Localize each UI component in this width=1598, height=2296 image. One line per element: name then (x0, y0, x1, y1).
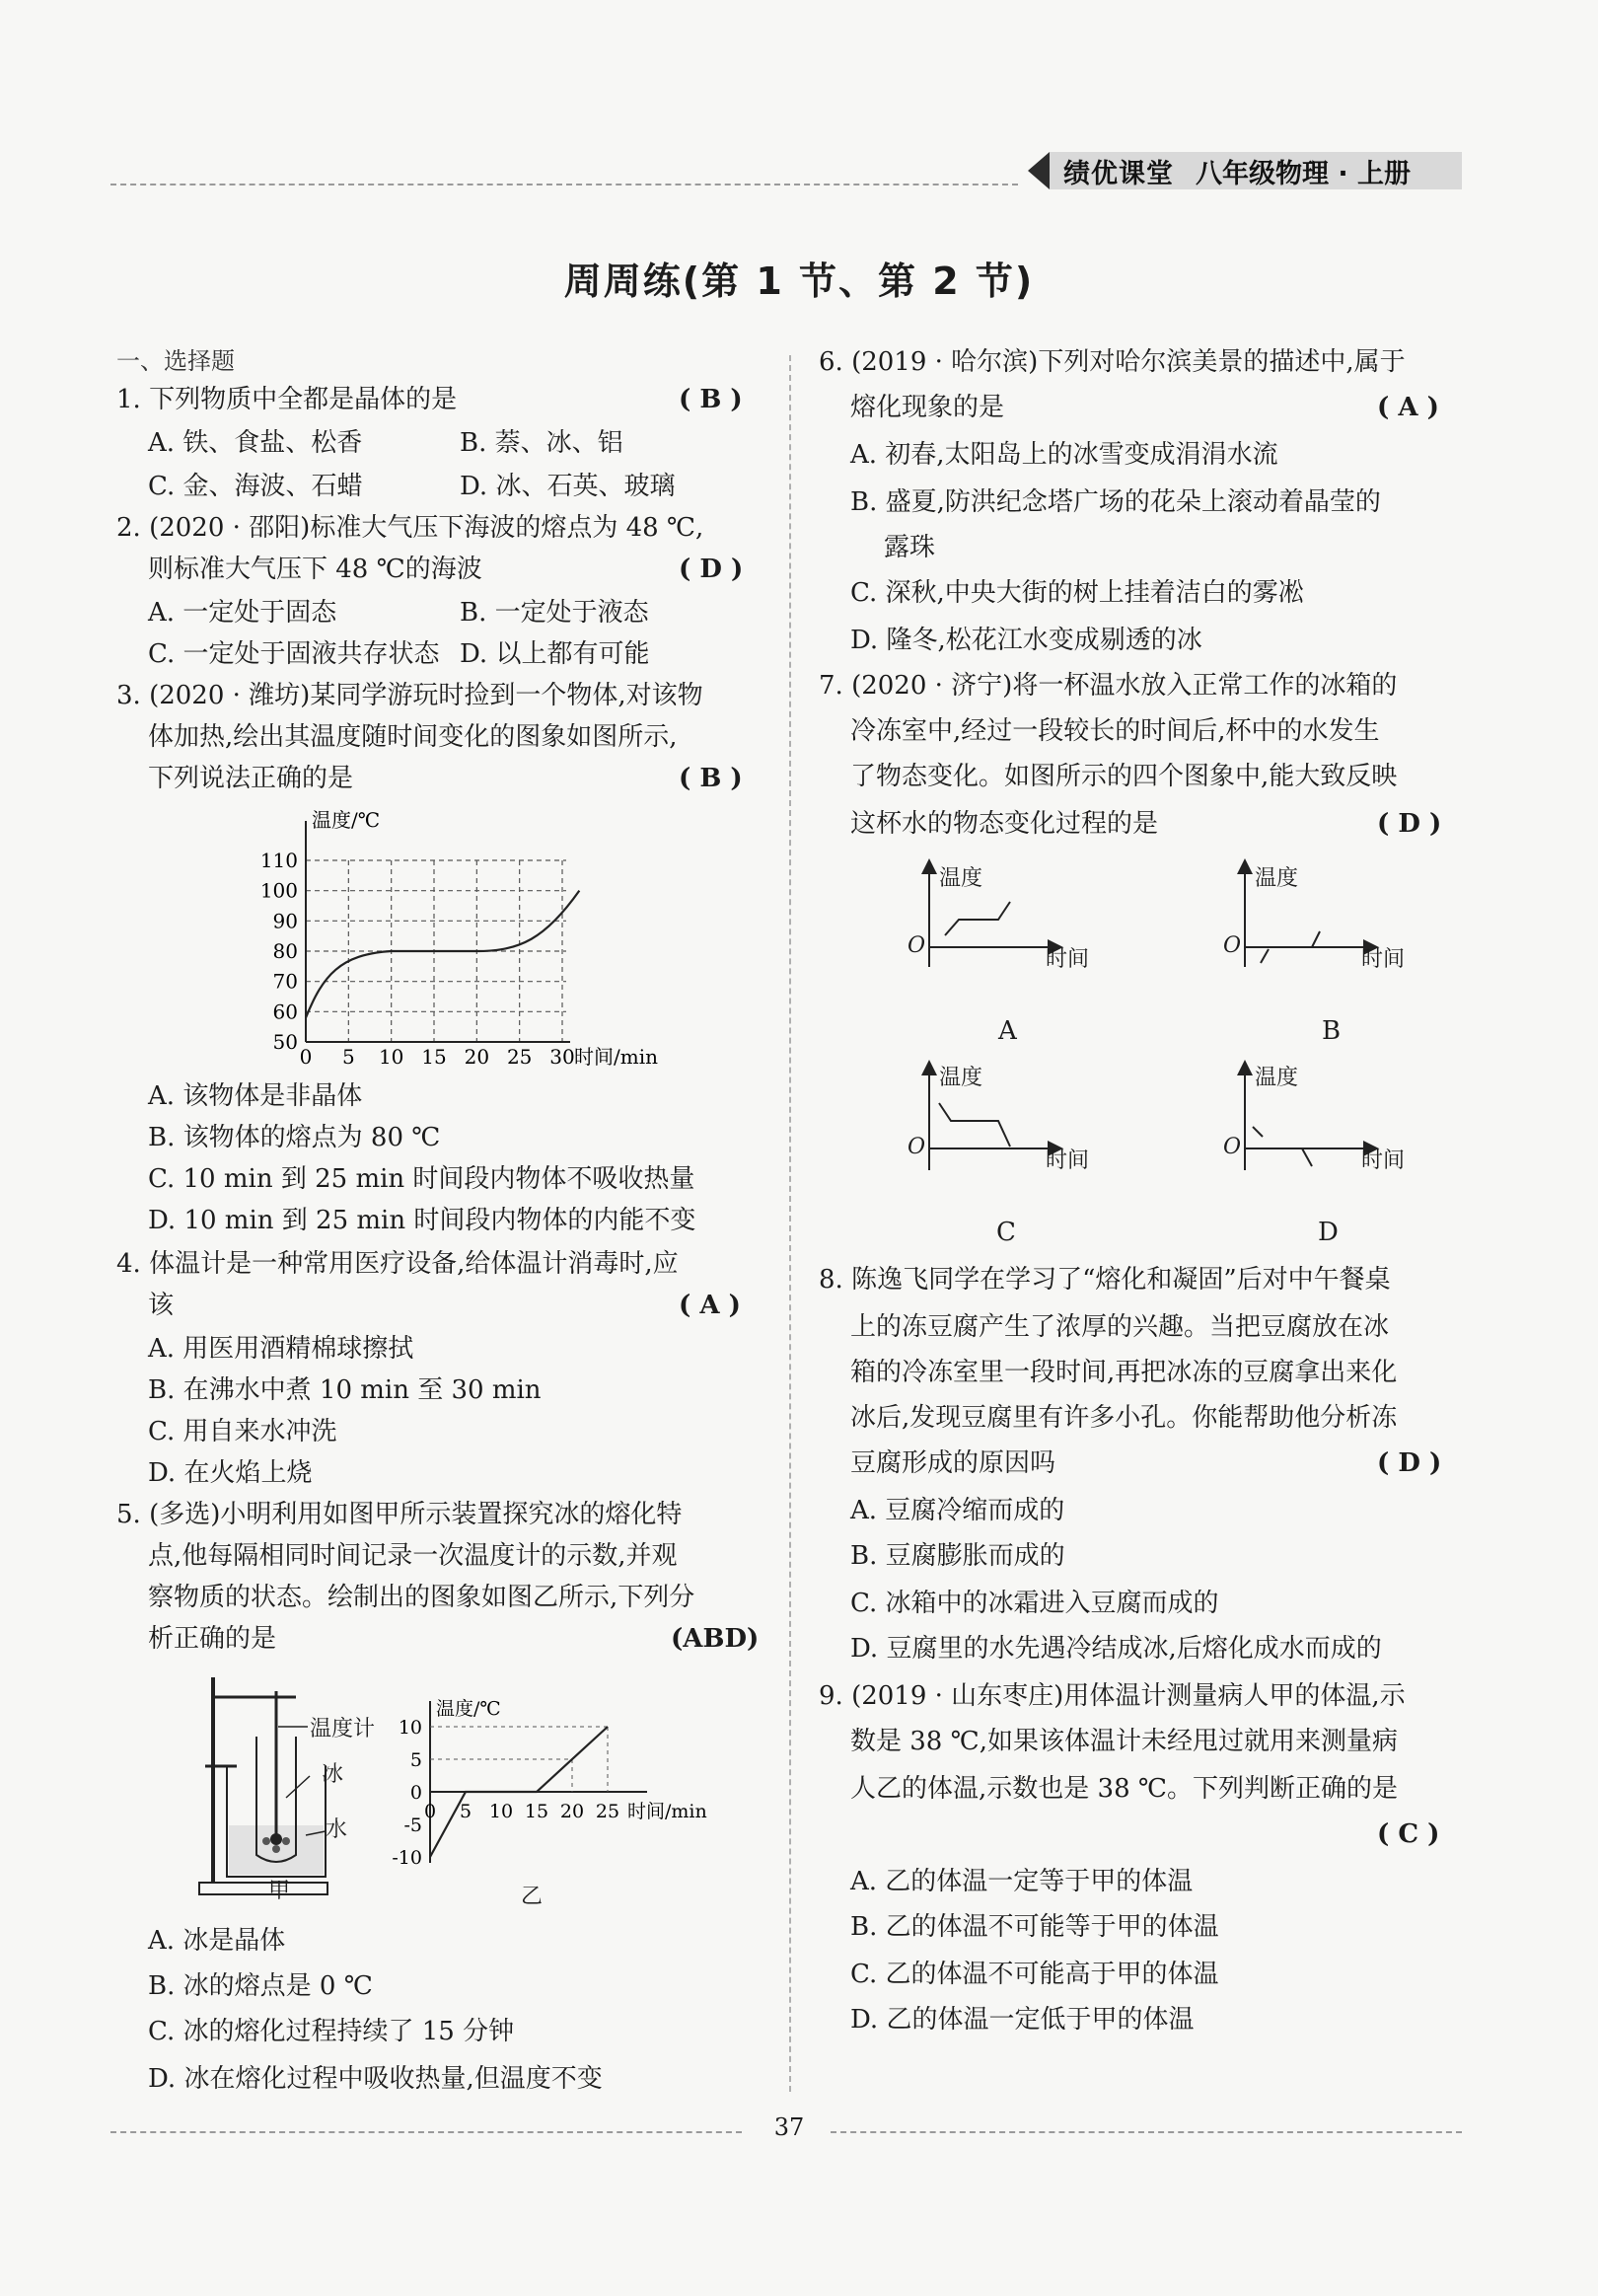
q7-a-caption: A (998, 1016, 1017, 1046)
q6-stem-1: 6. (2019 · 哈尔滨)下列对哈尔滨美景的描述中,属于 (819, 347, 1406, 377)
header-badge (1028, 152, 1462, 189)
q3-x-tick-label: 25 (506, 1045, 533, 1069)
q6-answer: ( A ) (1377, 393, 1439, 422)
q2-option-a: A. 一定处于固态 (148, 598, 337, 628)
q5-option-b: B. 冰的熔点是 0 ℃ (148, 1971, 373, 2001)
q8-stem-1: 8. 陈逸飞同学在学习了“熔化和凝固”后对中午餐桌 (819, 1265, 1391, 1295)
q7-stem-2: 冷冻室中,经过一段较长的时间后,杯中的水发生 (850, 716, 1380, 746)
q3-y-tick-label: 110 (259, 849, 298, 872)
q3-answer: ( B ) (679, 764, 743, 793)
q9-stem-2: 数是 38 ℃,如果该体温计未经甩过就用来测量病 (850, 1727, 1398, 1756)
q5-x-tick-label: 15 (524, 1801, 549, 1822)
q8-option-b: B. 豆腐膨胀而成的 (850, 1541, 1065, 1571)
water-label: 水 (326, 1817, 348, 1842)
q9-option-a: A. 乙的体温一定等于甲的体温 (850, 1867, 1194, 1896)
q7-d-origin: O (1223, 1135, 1242, 1159)
q3-y-tick-label: 100 (259, 878, 298, 903)
q3-y-tick-label: 70 (272, 969, 298, 994)
column-divider (789, 355, 791, 2092)
q5-option-c: C. 冰的熔化过程持续了 15 分钟 (148, 2017, 515, 2046)
header-rule (110, 184, 1018, 185)
q5-option-d: D. 冰在熔化过程中吸收热量,但温度不变 (148, 2064, 603, 2094)
q3-series-line (306, 891, 579, 1018)
figure-yi-label: 乙 (521, 1885, 544, 1909)
q8-option-d: D. 豆腐里的水先遇冷结成冰,后熔化成水而成的 (850, 1634, 1382, 1664)
q3-x-tick-label: 15 (421, 1045, 447, 1069)
q3-y-tick-label: 50 (272, 1030, 298, 1054)
q1-stem: 1. 下列物质中全都是晶体的是 (116, 385, 458, 414)
q3-stem-1: 3. (2020 · 潍坊)某同学游玩时捡到一个物体,对该物 (116, 681, 703, 710)
q7-c-caption: C (996, 1218, 1016, 1247)
q7-c-origin: O (908, 1135, 926, 1159)
q3-x-tick-label: 30 (549, 1045, 575, 1069)
arrow-icon (1028, 152, 1050, 189)
q5-answer: (ABD) (671, 1624, 760, 1654)
footer-rule-right (831, 2131, 1462, 2133)
q4-answer: ( A ) (679, 1291, 741, 1320)
q5-x-tick-label: 25 (595, 1801, 620, 1822)
q3-option-a: A. 该物体是非晶体 (148, 1081, 363, 1111)
q6-option-b-2: 露珠 (884, 533, 936, 562)
q7-b-temp-label: 温度 (1255, 866, 1299, 891)
section-heading: 一、选择题 (116, 347, 235, 375)
q7-answer: ( D ) (1377, 809, 1442, 839)
q5-y-tick-label: 5 (409, 1749, 422, 1771)
q5-x-tick-label: 20 (559, 1801, 585, 1822)
q5-stem-2: 点,他每隔相同时间记录一次温度计的示数,并观 (148, 1541, 678, 1571)
brand-name: 绩优课堂 (1063, 158, 1174, 189)
q5-chart (383, 1697, 718, 1894)
q7-d-time-label: 时间 (1361, 1148, 1406, 1173)
q7-c-time-label: 时间 (1046, 1148, 1090, 1173)
book-title: 八年级物理 · 上册 (1196, 158, 1412, 189)
q7-a-origin: O (908, 933, 926, 958)
q7-stem-1: 7. (2020 · 济宁)将一杯温水放入正常工作的冰箱的 (819, 671, 1398, 701)
q5-stem-4: 析正确的是 (148, 1624, 277, 1654)
q3-x-axis-title: 时间/min (574, 1045, 658, 1069)
stand-base (199, 1883, 327, 1894)
q6-option-a: A. 初春,太阳岛上的冰雪变成涓涓水流 (850, 440, 1278, 470)
q2-answer: ( D ) (679, 555, 744, 584)
q8-option-c: C. 冰箱中的冰霜进入豆腐而成的 (850, 1589, 1219, 1618)
header-bar (1050, 152, 1462, 189)
q7-stem-3: 了物态变化。如图所示的四个图象中,能大致反映 (850, 762, 1398, 791)
q8-option-a: A. 豆腐冷缩而成的 (850, 1496, 1065, 1525)
q2-stem-2: 则标准大气压下 48 ℃的海波 (148, 555, 482, 584)
q9-option-d: D. 乙的体温一定低于甲的体温 (850, 2005, 1195, 2035)
q5-y-tick-label: -5 (403, 1815, 422, 1836)
q1-option-b: B. 萘、冰、铝 (460, 428, 623, 458)
q2-option-b: B. 一定处于液态 (460, 598, 649, 628)
q3-y-tick-label: 90 (272, 909, 298, 933)
q2-option-c: C. 一定处于固液共存状态 (148, 639, 440, 669)
q4-stem-1: 4. 体温计是一种常用医疗设备,给体温计消毒时,应 (116, 1249, 679, 1279)
page-title: 周周练(第 1 节、第 2 节) (563, 259, 1035, 303)
q4-option-b: B. 在沸水中煮 10 min 至 30 min (148, 1375, 542, 1405)
q8-stem-5: 豆腐形成的原因吗 (850, 1448, 1056, 1478)
q7-b-caption: B (1322, 1016, 1342, 1046)
q7-b-time-label: 时间 (1361, 947, 1406, 972)
q8-stem-3: 箱的冷冻室里一段时间,再把冰冻的豆腐拿出来化 (850, 1358, 1398, 1387)
q8-answer: ( D ) (1377, 1448, 1442, 1478)
thermometer-bulb (270, 1833, 282, 1845)
q5-y-tick-label: 10 (398, 1717, 422, 1739)
q3-y-axis-title: 温度/℃ (312, 808, 381, 832)
q4-stem-2: 该 (148, 1291, 175, 1320)
q5-x-tick-label: 10 (488, 1801, 514, 1822)
q5-option-a: A. 冰是晶体 (148, 1926, 286, 1956)
q3-option-b: B. 该物体的熔点为 80 ℃ (148, 1123, 441, 1152)
q8-stem-2: 上的冻豆腐产生了浓厚的兴趣。当把豆腐放在冰 (850, 1312, 1390, 1342)
q3-y-tick-label: 60 (272, 1000, 298, 1024)
footer-rule-left (110, 2131, 742, 2133)
q9-stem-3: 人乙的体温,示数也是 38 ℃。下列判断正确的是 (850, 1774, 1398, 1804)
q5-y-axis-title: 温度/℃ (436, 1698, 501, 1720)
q9-option-c: C. 乙的体温不可能高于甲的体温 (850, 1960, 1219, 1989)
q5-stem-3: 察物质的状态。绘制出的图象如图乙所示,下列分 (148, 1583, 695, 1612)
q5-stem-1: 5. (多选)小明利用如图甲所示装置探究冰的熔化特 (116, 1500, 683, 1529)
q7-a-temp-label: 温度 (939, 866, 983, 891)
q3-y-tick-label: 80 (272, 939, 298, 963)
q5-x-axis-title: 时间/min (627, 1801, 707, 1822)
q3-stem-3: 下列说法正确的是 (148, 764, 354, 793)
q3-x-tick-label: 20 (464, 1045, 490, 1069)
q7-d-temp-label: 温度 (1255, 1066, 1299, 1090)
q4-option-c: C. 用自来水冲洗 (148, 1417, 337, 1446)
q7-d-caption: D (1318, 1218, 1339, 1247)
q5-y-tick-label: 0 (409, 1782, 422, 1804)
q3-x-tick-label: 5 (341, 1045, 355, 1069)
q7-b-origin: O (1223, 933, 1242, 958)
q3-chart (247, 807, 671, 1074)
q7-c-temp-label: 温度 (939, 1066, 983, 1090)
q1-answer: ( B ) (679, 385, 743, 414)
q1-option-a: A. 铁、食盐、松香 (148, 428, 363, 458)
q6-stem-2: 熔化现象的是 (850, 393, 1005, 422)
q4-option-d: D. 在火焰上烧 (148, 1458, 313, 1488)
thermometer-label: 温度计 (310, 1717, 376, 1741)
q5-x-tick-label: 5 (459, 1801, 472, 1822)
q2-stem-1: 2. (2020 · 邵阳)标准大气压下海波的熔点为 48 ℃, (116, 513, 704, 543)
q7-stem-4: 这杯水的物态变化过程的是 (850, 809, 1159, 839)
q3-x-tick-label: 10 (378, 1045, 404, 1069)
q5-y-tick-label: -10 (392, 1847, 422, 1869)
q9-option-b: B. 乙的体温不可能等于甲的体温 (850, 1912, 1219, 1942)
q9-answer: ( C ) (1377, 1819, 1440, 1849)
q3-stem-2: 体加热,绘出其温度随时间变化的图象如图所示, (148, 722, 678, 752)
q1-option-c: C. 金、海波、石蜡 (148, 472, 363, 501)
q3-x-tick-label: 0 (299, 1045, 313, 1069)
q9-stem-1: 9. (2019 · 山东枣庄)用体温计测量病人甲的体温,示 (819, 1681, 1406, 1711)
q7-graphs (888, 858, 1440, 1253)
q5-x-tick-label: 0 (423, 1801, 437, 1822)
ice-label: 冰 (322, 1762, 344, 1787)
figure-jia-label: 甲 (268, 1879, 291, 1903)
q2-option-d: D. 以上都有可能 (460, 639, 650, 669)
page-number: 37 (773, 2113, 805, 2141)
q6-option-b-1: B. 盛夏,防洪纪念塔广场的花朵上滚动着晶莹的 (850, 487, 1381, 517)
q8-stem-4: 冰后,发现豆腐里有许多小孔。你能帮助他分析冻 (850, 1403, 1398, 1433)
q6-option-d: D. 隆冬,松花江水变成剔透的冰 (850, 626, 1202, 655)
q7-a-time-label: 时间 (1046, 947, 1090, 972)
q6-option-c: C. 深秋,中央大街的树上挂着洁白的雾凇 (850, 578, 1304, 608)
q3-option-d: D. 10 min 到 25 min 时间段内物体的内能不变 (148, 1206, 696, 1235)
q1-option-d: D. 冰、石英、玻璃 (460, 472, 676, 501)
q3-option-c: C. 10 min 到 25 min 时间段内物体不吸收热量 (148, 1164, 695, 1194)
q4-option-a: A. 用医用酒精棉球擦拭 (148, 1334, 414, 1364)
